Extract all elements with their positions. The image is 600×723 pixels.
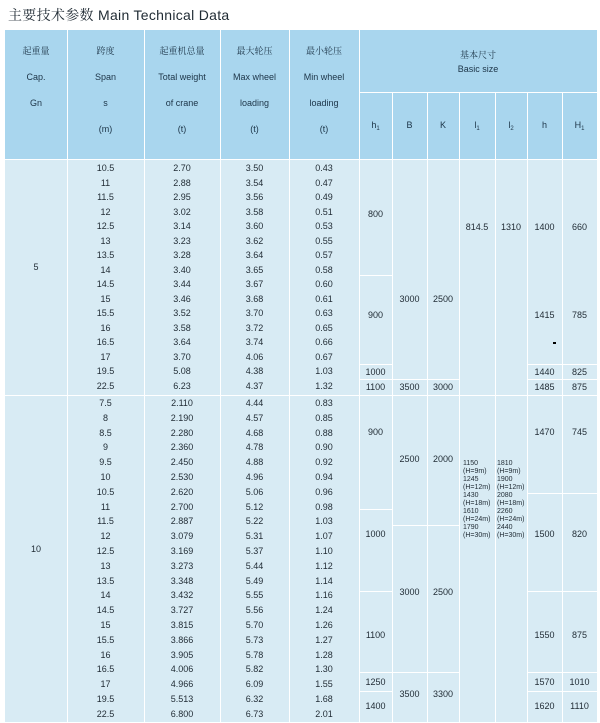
height-list-item: (H=9m) bbox=[463, 468, 487, 475]
h1-value: 900 bbox=[367, 427, 384, 437]
h-value: 1470 bbox=[534, 427, 555, 437]
grid-line bbox=[359, 591, 392, 592]
weight-value: 3.23 bbox=[173, 235, 191, 246]
min-wheel-value: 0.96 bbox=[315, 486, 333, 497]
span-value: 11 bbox=[100, 177, 111, 188]
max-wheel-value: 4.68 bbox=[245, 427, 264, 438]
max-wheel-value: 5.12 bbox=[245, 501, 264, 512]
grid-line bbox=[527, 672, 597, 673]
grid-line bbox=[527, 591, 597, 592]
span-value: 22.5 bbox=[96, 708, 115, 719]
h1-value: 1400 bbox=[365, 701, 386, 711]
height-list-item: 1610 bbox=[463, 508, 479, 515]
height-list-item: 1810 bbox=[497, 460, 513, 467]
weight-value: 2.95 bbox=[173, 192, 191, 202]
weight-value: 3.169 bbox=[170, 546, 194, 556]
max-wheel-value: 3.70 bbox=[245, 308, 264, 318]
H1-value: 1010 bbox=[569, 677, 590, 687]
b-value: 3000 bbox=[399, 587, 420, 597]
max-wheel-value: 5.78 bbox=[245, 649, 264, 660]
min-wheel-value: 1.28 bbox=[315, 649, 333, 660]
height-list-item: (H=30m) bbox=[463, 532, 491, 539]
weight-value: 6.23 bbox=[173, 380, 191, 391]
max-wheel-value: 3.65 bbox=[245, 264, 264, 275]
minwheel-header-cn: 最小轮压 bbox=[305, 46, 342, 56]
grid-line bbox=[427, 92, 428, 722]
h-value: 1400 bbox=[534, 222, 555, 232]
span-value: 15.5 bbox=[96, 308, 115, 318]
k-value: 3000 bbox=[432, 382, 454, 392]
min-wheel-value: 0.61 bbox=[315, 293, 333, 304]
weight-value: 2.360 bbox=[170, 442, 194, 453]
weight-value: 3.866 bbox=[170, 634, 194, 645]
l2-height-list bbox=[497, 460, 524, 540]
weight-value: 3.70 bbox=[173, 351, 191, 362]
weight-value: 3.58 bbox=[173, 322, 191, 333]
dim-h-header: h bbox=[541, 120, 547, 130]
min-wheel-value: 0.49 bbox=[315, 192, 333, 202]
weight-value: 2.280 bbox=[170, 427, 194, 438]
weight-value: 3.348 bbox=[170, 575, 194, 586]
weight-value: 3.905 bbox=[170, 649, 194, 660]
min-wheel-value: 1.07 bbox=[315, 531, 333, 542]
weight-value: 3.815 bbox=[170, 620, 194, 630]
height-list-item: 1245 bbox=[463, 476, 479, 483]
H1-value: 820 bbox=[571, 529, 588, 539]
weight-value: 2.530 bbox=[170, 472, 194, 482]
H1-value: 1110 bbox=[570, 701, 589, 711]
dim-H1-header: $H_1$ bbox=[574, 120, 585, 132]
capacity-5: 5 bbox=[33, 262, 39, 272]
span-header-unit: (m) bbox=[98, 124, 113, 134]
H1-value: 875 bbox=[571, 630, 588, 640]
grid-line bbox=[359, 509, 392, 510]
cap-header-sym: Gn bbox=[29, 98, 42, 108]
max-wheel-value: 4.44 bbox=[245, 398, 264, 408]
grid-line bbox=[392, 92, 393, 722]
height-list-item: 2260 bbox=[497, 508, 513, 515]
grid-line bbox=[527, 364, 597, 365]
min-wheel-value: 0.51 bbox=[315, 206, 333, 217]
height-list-item: (H=24m) bbox=[497, 516, 525, 523]
weight-value: 3.64 bbox=[173, 337, 191, 347]
height-list-item: (H=18m) bbox=[497, 500, 525, 507]
weight-header-unit: (t) bbox=[177, 124, 187, 134]
min-wheel-value: 1.27 bbox=[315, 634, 333, 645]
dim-l2-header: $l_2$ bbox=[508, 120, 514, 132]
span-value: 12.5 bbox=[96, 221, 115, 231]
weight-value: 3.432 bbox=[170, 590, 194, 601]
grid-line bbox=[359, 691, 392, 692]
max-wheel-value: 5.31 bbox=[245, 531, 264, 542]
basic-size-en: Basic size bbox=[457, 64, 499, 74]
height-list-item: 2080 bbox=[497, 492, 513, 499]
span-value: 14 bbox=[100, 264, 111, 275]
span-value: 16.5 bbox=[96, 337, 115, 347]
cap-header bbox=[5, 38, 67, 116]
height-list-item: 1900 bbox=[497, 476, 513, 483]
weight-value: 5.08 bbox=[173, 366, 191, 376]
maxwheel-header-unit: (t) bbox=[250, 124, 259, 134]
cap-header-cn: 起重量 bbox=[22, 46, 50, 56]
min-wheel-value: 0.92 bbox=[315, 457, 333, 468]
min-wheel-value: 1.14 bbox=[315, 575, 333, 586]
weight-value: 3.727 bbox=[170, 605, 194, 616]
h1-value: 1000 bbox=[365, 367, 386, 377]
maxwheel-header-en: Max wheel bbox=[232, 72, 277, 82]
min-wheel-value: 0.63 bbox=[315, 308, 333, 318]
maxwheel-header-en2: loading bbox=[239, 98, 270, 108]
span-value: 14.5 bbox=[96, 279, 115, 289]
weight-value: 3.02 bbox=[173, 206, 191, 217]
weight-value: 3.14 bbox=[173, 221, 191, 231]
max-wheel-value: 5.22 bbox=[245, 516, 264, 527]
max-wheel-value: 5.73 bbox=[245, 634, 264, 645]
b-value: 3500 bbox=[399, 382, 420, 392]
span-value: 11 bbox=[100, 501, 111, 512]
max-wheel-value: 4.38 bbox=[245, 366, 264, 376]
max-wheel-value: 5.56 bbox=[245, 605, 264, 616]
grid-line bbox=[459, 92, 460, 722]
b-value: 3500 bbox=[399, 689, 420, 699]
span-value: 10.5 bbox=[96, 486, 115, 497]
max-wheel-value: 3.72 bbox=[245, 322, 264, 333]
span-value: 12 bbox=[100, 531, 111, 542]
cap-header-en: Cap. bbox=[26, 72, 46, 82]
max-wheel-value: 4.57 bbox=[245, 412, 264, 423]
capacity-10: 10 bbox=[30, 544, 41, 554]
grid-line bbox=[495, 92, 496, 722]
max-wheel-value: 4.88 bbox=[245, 457, 264, 468]
h-value: 1550 bbox=[534, 630, 555, 640]
H1-value: 660 bbox=[571, 222, 588, 232]
h1-value: 800 bbox=[367, 209, 384, 219]
span-value: 14 bbox=[100, 590, 111, 601]
h-value: 1440 bbox=[534, 367, 555, 377]
basic-size-header bbox=[359, 48, 597, 76]
span-value: 16.5 bbox=[96, 664, 115, 675]
min-wheel-value: 1.10 bbox=[315, 546, 333, 556]
weight-value: 2.70 bbox=[173, 163, 191, 173]
height-list-item: (H=12m) bbox=[497, 484, 525, 491]
span-value: 10 bbox=[100, 472, 111, 482]
span-value: 22.5 bbox=[96, 380, 115, 391]
min-wheel-value: 1.30 bbox=[315, 664, 333, 675]
dim-h1-header: $h_1$ bbox=[371, 120, 380, 132]
maxwheel-header-cn: 最大轮压 bbox=[236, 46, 273, 56]
min-wheel-value: 1.68 bbox=[315, 694, 333, 704]
weight-value: 6.800 bbox=[170, 708, 194, 719]
max-wheel-value: 6.73 bbox=[245, 708, 264, 719]
span-value: 16 bbox=[100, 322, 111, 333]
max-wheel-value: 5.49 bbox=[245, 575, 264, 586]
span-value: 11.5 bbox=[97, 192, 114, 202]
span-value: 14.5 bbox=[96, 605, 115, 616]
weight-value: 3.28 bbox=[173, 250, 191, 260]
basic-size-cn: 基本尺寸 bbox=[459, 50, 496, 60]
height-list-item: 1790 bbox=[463, 524, 479, 531]
span-value: 8.5 bbox=[99, 427, 112, 438]
min-wheel-value: 0.85 bbox=[315, 412, 333, 423]
weight-value: 2.450 bbox=[170, 457, 194, 468]
H1-value: 785 bbox=[571, 310, 588, 320]
span-header bbox=[67, 38, 144, 142]
max-wheel-value: 5.82 bbox=[245, 664, 264, 675]
max-wheel-value: 6.09 bbox=[245, 679, 264, 690]
H1-value: 875 bbox=[571, 382, 588, 392]
grid-line bbox=[562, 92, 563, 722]
grid-line bbox=[392, 525, 459, 526]
min-wheel-value: 0.60 bbox=[315, 279, 333, 289]
max-wheel-value: 3.74 bbox=[245, 337, 264, 347]
span-header-en: Span bbox=[94, 72, 117, 82]
max-wheel-value: 3.67 bbox=[245, 279, 264, 289]
dim-l1-header: $l_1$ bbox=[474, 120, 480, 132]
grid-line bbox=[527, 92, 528, 722]
weight-value: 3.46 bbox=[173, 293, 191, 304]
height-list-item: (H=18m) bbox=[463, 500, 491, 507]
min-wheel-value: 0.58 bbox=[315, 264, 333, 275]
weight-value: 3.40 bbox=[173, 264, 191, 275]
page-title: 主要技术参数 Main Technical Data bbox=[8, 7, 230, 23]
weight-value: 5.513 bbox=[170, 694, 194, 704]
max-wheel-value: 4.37 bbox=[245, 380, 264, 391]
weight-value: 4.966 bbox=[170, 679, 194, 690]
max-wheel-value: 5.44 bbox=[245, 560, 264, 571]
grid-line bbox=[527, 379, 597, 380]
min-wheel-value: 0.67 bbox=[315, 351, 333, 362]
max-wheel-value: 4.78 bbox=[245, 442, 264, 453]
weight-header bbox=[144, 38, 220, 142]
max-wheel-value: 5.70 bbox=[245, 620, 264, 630]
min-wheel-value: 0.90 bbox=[315, 442, 333, 453]
span-value: 9.5 bbox=[99, 457, 112, 468]
weight-value: 2.190 bbox=[170, 412, 194, 423]
weight-value: 2.887 bbox=[170, 516, 194, 527]
min-wheel-value: 0.43 bbox=[315, 163, 333, 173]
grid-line bbox=[359, 364, 392, 365]
min-wheel-value: 1.03 bbox=[315, 366, 333, 376]
height-list-item: 1150 bbox=[463, 460, 479, 467]
h1-value: 1250 bbox=[365, 677, 386, 687]
max-wheel-value: 3.62 bbox=[245, 235, 264, 246]
k-value: 2500 bbox=[432, 294, 454, 304]
h-value: 1620 bbox=[534, 701, 555, 711]
span-value: 15.5 bbox=[96, 634, 115, 645]
min-wheel-value: 1.55 bbox=[315, 679, 333, 690]
span-value: 13.5 bbox=[96, 575, 115, 586]
dim-k-header: K bbox=[439, 120, 446, 130]
span-value: 7.5 bbox=[99, 398, 112, 408]
max-wheel-value: 5.06 bbox=[245, 486, 264, 497]
l2-value: 1310 bbox=[500, 222, 522, 232]
min-wheel-value: 2.01 bbox=[315, 708, 333, 719]
min-wheel-value: 0.65 bbox=[315, 322, 333, 333]
span-value: 13.5 bbox=[96, 250, 115, 260]
span-value: 15 bbox=[100, 293, 111, 304]
dash-mark bbox=[553, 342, 556, 344]
minwheel-header-unit: (t) bbox=[319, 124, 329, 134]
b-value: 3000 bbox=[399, 294, 420, 304]
max-wheel-value: 3.50 bbox=[245, 163, 264, 173]
max-wheel-value: 4.06 bbox=[245, 351, 264, 362]
max-wheel-value: 4.96 bbox=[245, 472, 264, 482]
span-value: 15 bbox=[100, 620, 111, 630]
weight-value: 3.273 bbox=[170, 560, 194, 571]
grid-line bbox=[359, 672, 459, 673]
max-wheel-value: 3.54 bbox=[245, 177, 264, 188]
grid-line bbox=[5, 395, 597, 396]
dim-b-header: B bbox=[406, 120, 413, 130]
min-wheel-value: 0.53 bbox=[315, 221, 333, 231]
max-wheel-value: 5.55 bbox=[245, 590, 264, 601]
span-value: 10.5 bbox=[96, 163, 115, 173]
min-wheel-value: 0.57 bbox=[315, 250, 333, 260]
min-wheel-value: 1.16 bbox=[315, 590, 333, 601]
H1-value: 825 bbox=[571, 367, 588, 377]
min-wheel-value: 1.26 bbox=[315, 620, 333, 630]
max-wheel-value: 3.60 bbox=[245, 221, 264, 231]
h-value: 1485 bbox=[534, 382, 555, 392]
span-value: 9 bbox=[102, 442, 108, 453]
weight-value: 2.110 bbox=[171, 398, 193, 408]
weight-header-en2: of crane bbox=[165, 98, 199, 108]
table-header bbox=[5, 30, 597, 159]
max-wheel-value: 6.32 bbox=[245, 694, 264, 704]
min-wheel-value: 0.55 bbox=[315, 235, 333, 246]
max-wheel-value: 3.56 bbox=[245, 192, 264, 202]
h1-value: 900 bbox=[367, 310, 384, 320]
height-list-item: (H=12m) bbox=[463, 484, 491, 491]
span-value: 8 bbox=[102, 412, 108, 423]
height-list-item: (H=30m) bbox=[497, 532, 525, 539]
h-value: 1570 bbox=[534, 677, 555, 687]
weight-value: 3.44 bbox=[173, 279, 191, 289]
span-header-sym: s bbox=[103, 98, 108, 108]
height-list-item: 2440 bbox=[497, 524, 513, 531]
h1-value: 1000 bbox=[365, 529, 386, 539]
maxwheel-header bbox=[220, 38, 289, 142]
k-value: 2500 bbox=[432, 587, 454, 597]
max-wheel-value: 5.37 bbox=[245, 546, 264, 556]
span-value: 19.5 bbox=[96, 694, 115, 704]
weight-value: 4.006 bbox=[170, 664, 194, 675]
min-wheel-value: 0.83 bbox=[315, 398, 333, 408]
grid-line bbox=[5, 159, 597, 160]
grid-line bbox=[527, 691, 597, 692]
span-value: 13 bbox=[100, 235, 111, 246]
weight-value: 2.620 bbox=[170, 486, 194, 497]
min-wheel-value: 0.66 bbox=[315, 337, 333, 347]
min-wheel-value: 1.12 bbox=[315, 560, 333, 571]
H1-value: 745 bbox=[571, 427, 588, 437]
weight-header-en: Total weight bbox=[158, 72, 206, 82]
weight-value: 2.700 bbox=[170, 501, 194, 512]
height-list-item: (H=24m) bbox=[463, 516, 491, 523]
minwheel-header bbox=[289, 38, 359, 142]
weight-value: 2.88 bbox=[173, 177, 191, 188]
min-wheel-value: 1.24 bbox=[315, 605, 333, 616]
l1-value: 814.5 bbox=[465, 222, 489, 232]
span-value: 11.5 bbox=[97, 516, 114, 527]
height-list-item: 1430 bbox=[463, 492, 479, 499]
max-wheel-value: 3.64 bbox=[245, 250, 264, 260]
minwheel-header-en2: loading bbox=[309, 98, 339, 108]
span-value: 13 bbox=[100, 560, 111, 571]
h1-value: 1100 bbox=[365, 630, 386, 640]
span-value: 12.5 bbox=[96, 546, 115, 556]
min-wheel-value: 0.98 bbox=[315, 501, 333, 512]
h-value: 1415 bbox=[534, 310, 555, 320]
max-wheel-value: 3.58 bbox=[245, 206, 264, 217]
span-value: 16 bbox=[100, 649, 111, 660]
k-value: 3300 bbox=[432, 689, 454, 699]
grid-line bbox=[359, 379, 459, 380]
grid-line bbox=[359, 275, 392, 276]
minwheel-header-en: Min wheel bbox=[303, 72, 345, 82]
weight-value: 3.079 bbox=[170, 531, 194, 542]
weight-value: 3.52 bbox=[173, 308, 191, 318]
max-wheel-value: 3.68 bbox=[245, 293, 264, 304]
span-value: 19.5 bbox=[96, 366, 115, 376]
span-value: 17 bbox=[100, 351, 111, 362]
weight-header-cn: 起重机总量 bbox=[159, 46, 205, 56]
span-value: 12 bbox=[100, 206, 111, 217]
b-value: 2500 bbox=[399, 454, 420, 464]
span-header-cn: 跨度 bbox=[96, 46, 115, 56]
h-value: 1500 bbox=[534, 529, 555, 539]
min-wheel-value: 0.88 bbox=[315, 427, 333, 438]
k-value: 2000 bbox=[432, 454, 454, 464]
grid-line bbox=[359, 92, 597, 93]
technical-data-table bbox=[5, 30, 597, 722]
height-list-item: (H=9m) bbox=[497, 468, 521, 475]
min-wheel-value: 0.47 bbox=[315, 177, 333, 188]
span-value: 17 bbox=[100, 679, 111, 690]
h1-value: 1100 bbox=[365, 382, 386, 392]
min-wheel-value: 1.32 bbox=[315, 380, 333, 391]
l1-height-list bbox=[463, 460, 490, 540]
min-wheel-value: 0.94 bbox=[315, 472, 333, 482]
grid-line bbox=[527, 493, 597, 494]
min-wheel-value: 1.03 bbox=[315, 516, 333, 527]
